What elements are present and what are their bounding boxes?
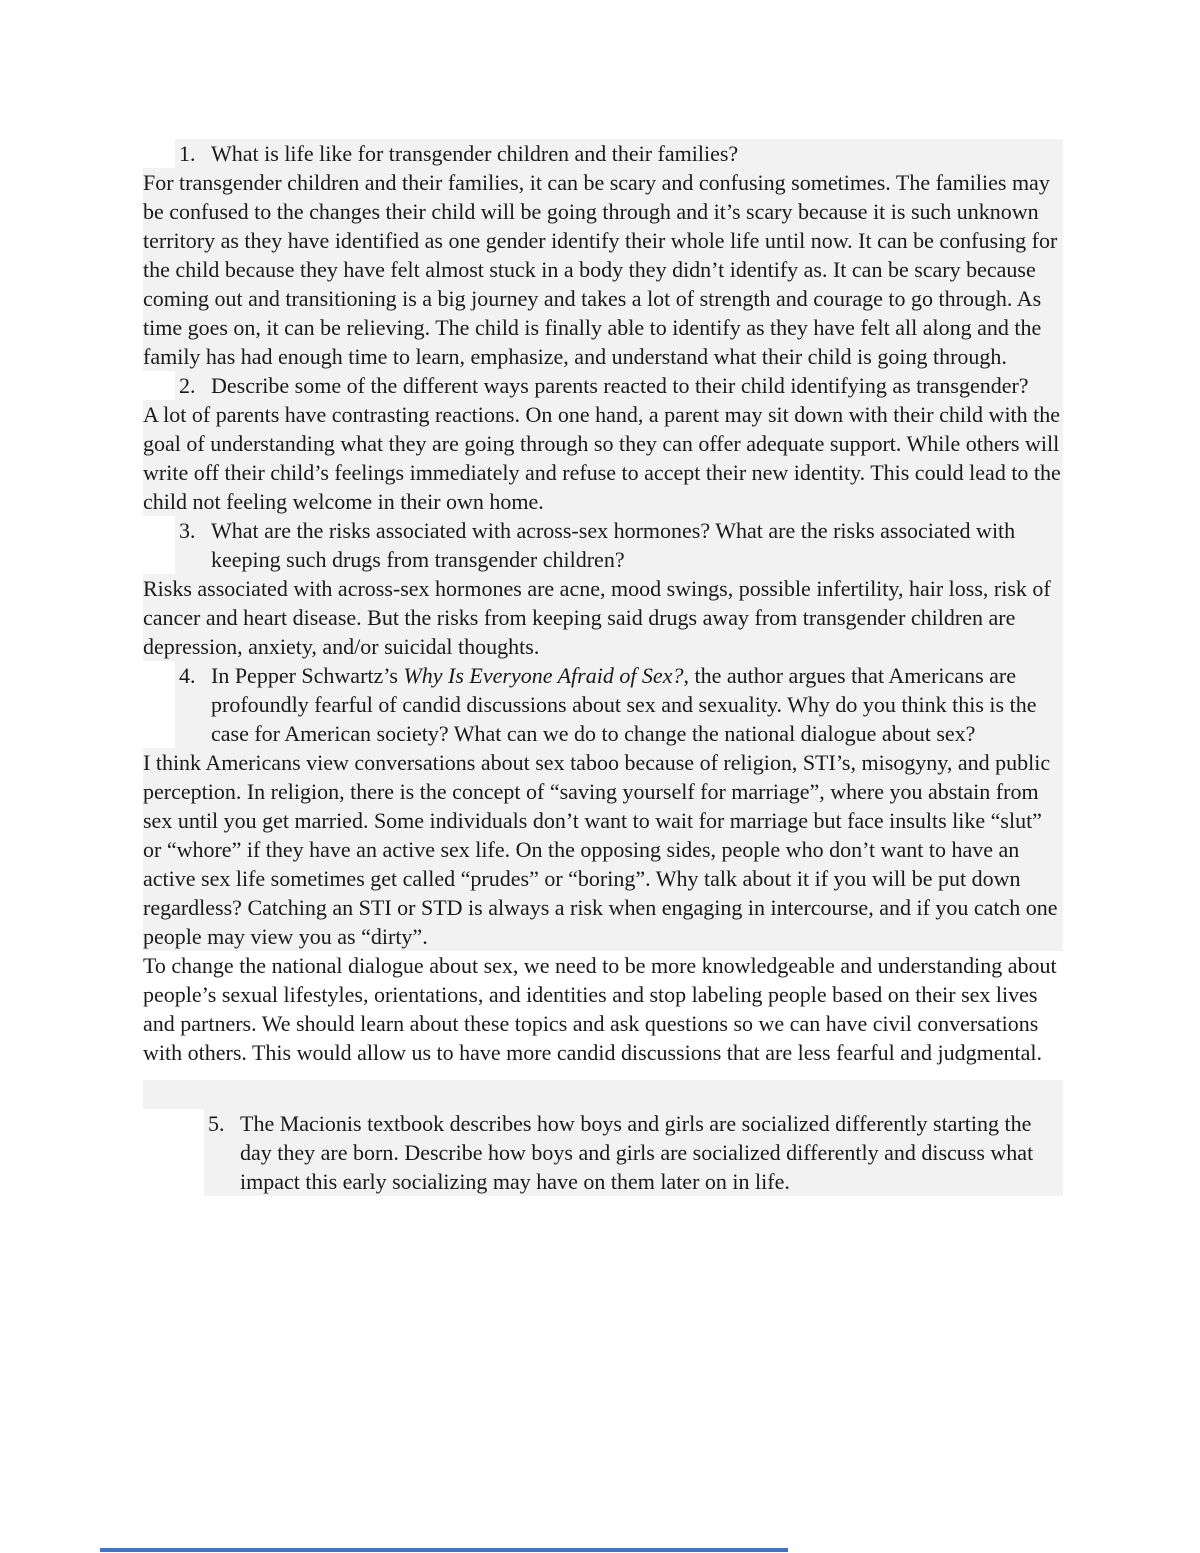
- answer-1: For transgender children and their families, it can be scary and confusing sometimes. The families may be confused to the changes their child will be going through and it’s scary because it is such unknown territory as they have identified as one gender identify their whole life until now. It can be confusing for the child because they have felt almost stuck in a body they didn’t identify as. It can be scary because coming out and transitioning is a big journey and takes a lot of strength and courage to go through. As time goes on, it can be relieving. The child is finally able to identify as they have felt all along and the family has had enough time to learn, emphasize, and understand what their child is going through.: [143, 168, 1063, 371]
- question-5-number: 5.: [208, 1111, 225, 1136]
- question-4-book-title: Why Is Everyone Afraid of Sex?: [403, 663, 684, 688]
- question-2: [175, 371, 1063, 400]
- question-1: [175, 139, 1063, 168]
- question-4: [175, 661, 1063, 748]
- question-5: [204, 1109, 1063, 1196]
- blank-highlighted-line: [143, 1080, 1063, 1109]
- question-4-number: 4.: [179, 663, 196, 688]
- document-body: [143, 139, 1063, 1196]
- question-2-number: 2.: [179, 373, 196, 398]
- answer-4-plain-part: To change the national dialogue about sex, we need to be more knowledgeable and understanding about people’s sexual lifestyles, orientations, and identities and stop labeling people based on their sex lives and partners. We should learn about these topics and ask questions so we can have civil conversations with others. This would allow us to have more candid discussions that are less fearful and judgmental.: [143, 953, 1057, 1065]
- answer-3: Risks associated with across-sex hormones are acne, mood swings, possible infertility, hair loss, risk of cancer and heart disease. But the risks from keeping said drugs away from transgender children are depression, anxiety, and/or suicidal thoughts.: [143, 574, 1063, 661]
- question-2-text: Describe some of the different ways parents reacted to their child identifying as transgender?: [211, 373, 1029, 398]
- bottom-blue-bar: [100, 1548, 788, 1552]
- question-4-text-after: , the author argues that Americans are profoundly fearful of candid discussions about sex and sexuality. Why do you think this is the case for American society? What can we do to change the national dialogue about sex?: [211, 663, 1037, 746]
- answer-2: A lot of parents have contrasting reactions. On one hand, a parent may sit down with their child with the goal of understanding what they are going through so they can offer adequate support. While others will write off their child’s feelings immediately and refuse to accept their new identity. This could lead to the child not feeling welcome in their own home.: [143, 400, 1063, 516]
- question-3-text: What are the risks associated with across-sex hormones? What are the risks associated with keeping such drugs from transgender children?: [211, 518, 1016, 572]
- question-1-text: What is life like for transgender children and their families?: [211, 141, 739, 166]
- answer-4-highlighted-part: I think Americans view conversations about sex taboo because of religion, STI’s, misogyny, and public perception. In religion, there is the concept of “saving yourself for marriage”, where you abstain from sex until you get married. Some individuals don’t want to wait for marriage but face insults like “slut” or “whore” if they have an active sex life. On the opposing sides, people who don’t want to have an active sex life sometimes get called “prudes” or “boring”. Why talk about it if you will be put down regardless? Catching an STI or STD is always a risk when engaging in intercourse, and if you catch one people may view you as “dirty”.: [143, 748, 1063, 951]
- question-4-text-before: In Pepper Schwartz’s: [211, 663, 404, 688]
- question-3-number: 3.: [179, 518, 196, 543]
- question-1-number: 1.: [179, 141, 196, 166]
- question-5-text: The Macionis textbook describes how boys and girls are socialized differently starting the day they are born. Describe how boys and girls are socialized differently and discuss what impact this early socializing may have on them later on in life.: [240, 1111, 1034, 1194]
- question-3: [175, 516, 1063, 574]
